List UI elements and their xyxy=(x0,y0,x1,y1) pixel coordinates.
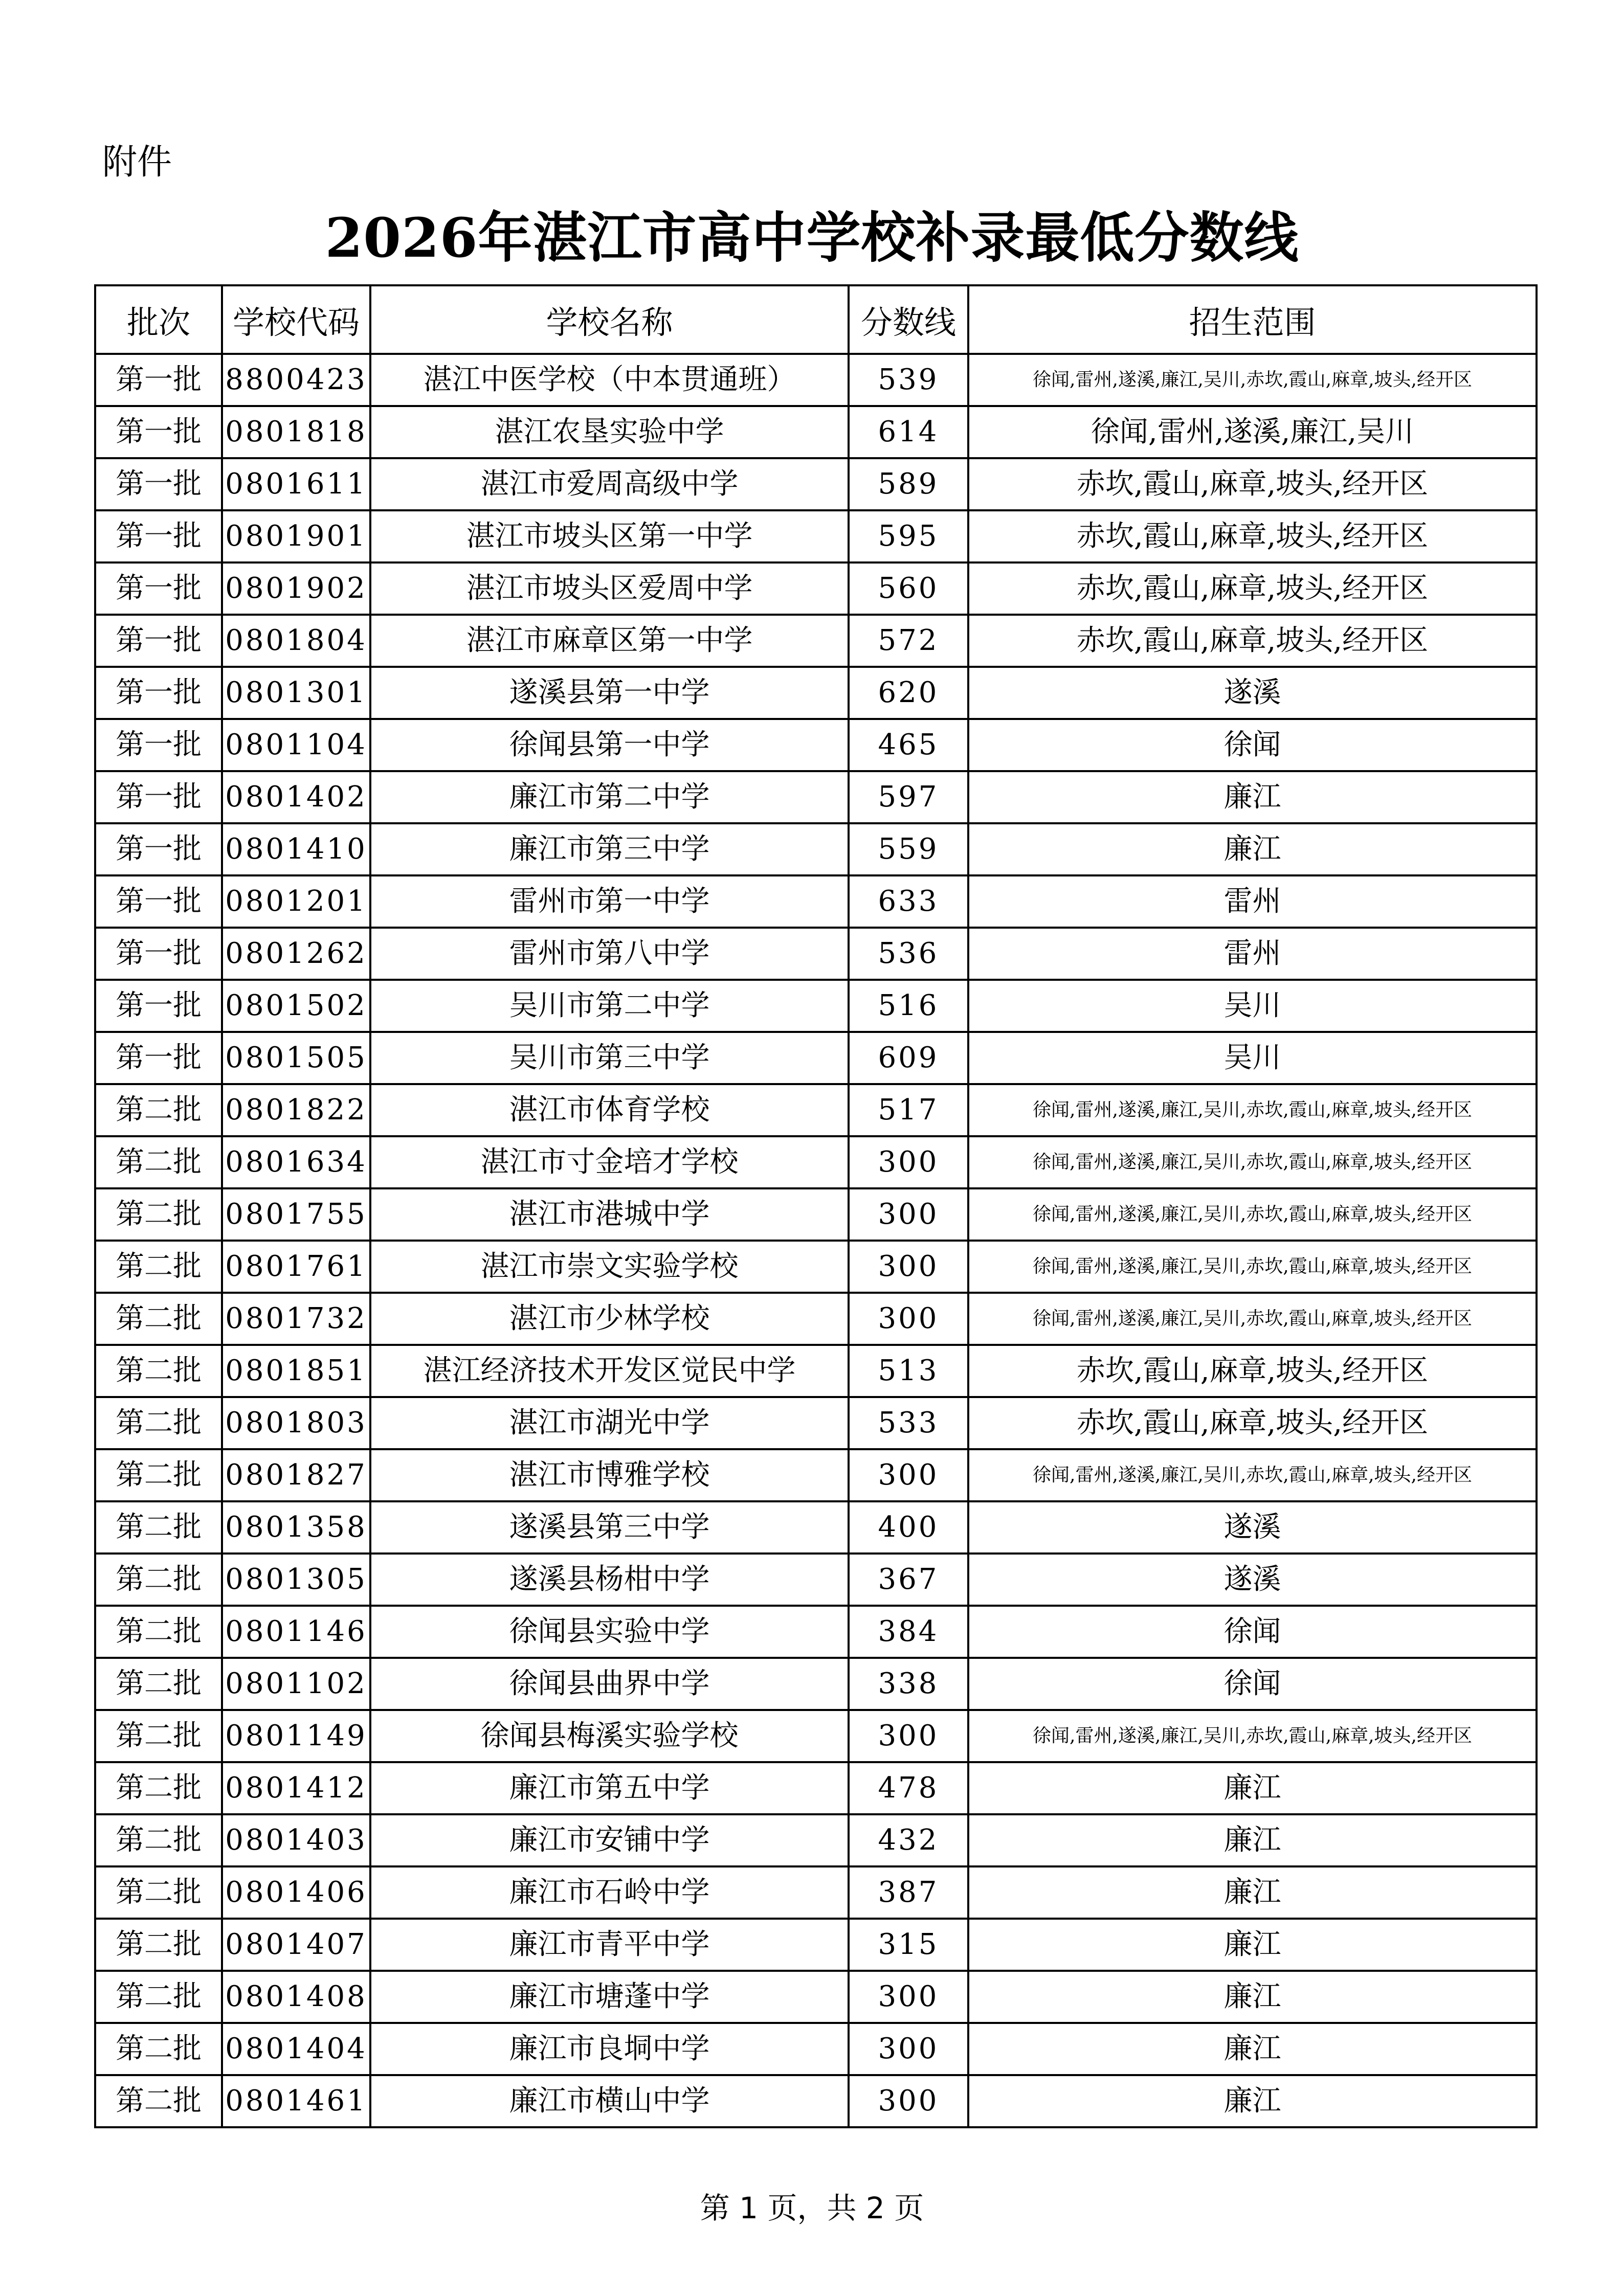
enrollment-range-cell: 廉江 xyxy=(968,823,1537,875)
batch-cell: 第一批 xyxy=(95,458,222,510)
school-code-cell: 0801406 xyxy=(222,1866,370,1919)
batch-cell: 第一批 xyxy=(95,928,222,980)
school-name-cell: 廉江市安铺中学 xyxy=(370,1814,849,1866)
school-name-cell: 遂溪县第一中学 xyxy=(370,667,849,719)
school-code-cell: 0801149 xyxy=(222,1710,370,1762)
enrollment-range-cell: 吴川 xyxy=(968,980,1537,1032)
school-name-cell: 遂溪县第三中学 xyxy=(370,1501,849,1554)
score-cell: 300 xyxy=(849,2023,968,2075)
table-row xyxy=(95,771,1537,823)
table-row xyxy=(95,1345,1537,1397)
school-name-cell: 雷州市第八中学 xyxy=(370,928,849,980)
table-row xyxy=(95,458,1537,510)
enrollment-range-cell: 遂溪 xyxy=(968,1501,1537,1554)
enrollment-range-cell: 赤坎,霞山,麻章,坡头,经开区 xyxy=(968,1345,1537,1397)
school-code-cell: 0801201 xyxy=(222,875,370,928)
score-cell: 572 xyxy=(849,615,968,667)
school-name-cell: 湛江市少林学校 xyxy=(370,1293,849,1345)
table-row xyxy=(95,1658,1537,1710)
table-row xyxy=(95,1971,1537,2023)
school-code-cell: 0801851 xyxy=(222,1345,370,1397)
score-cell: 560 xyxy=(849,562,968,615)
batch-cell: 第一批 xyxy=(95,771,222,823)
school-code-cell: 0801901 xyxy=(222,510,370,562)
enrollment-range-cell: 赤坎,霞山,麻章,坡头,经开区 xyxy=(968,458,1537,510)
score-cell: 559 xyxy=(849,823,968,875)
enrollment-range-cell: 徐闻,雷州,遂溪,廉江,吴川,赤坎,霞山,麻章,坡头,经开区 xyxy=(968,1136,1537,1188)
batch-cell: 第一批 xyxy=(95,1032,222,1084)
enrollment-range-cell: 遂溪 xyxy=(968,667,1537,719)
school-name-cell: 廉江市良垌中学 xyxy=(370,2023,849,2075)
score-cell: 387 xyxy=(849,1866,968,1919)
school-code-cell: 0801408 xyxy=(222,1971,370,2023)
enrollment-range-cell: 徐闻,雷州,遂溪,廉江,吴川 xyxy=(968,406,1537,458)
school-code-cell: 0801146 xyxy=(222,1606,370,1658)
school-name-cell: 湛江经济技术开发区觉民中学 xyxy=(370,1345,849,1397)
enrollment-range-cell: 赤坎,霞山,麻章,坡头,经开区 xyxy=(968,615,1537,667)
school-code-cell: 0801761 xyxy=(222,1241,370,1293)
school-name-cell: 湛江农垦实验中学 xyxy=(370,406,849,458)
enrollment-range-cell: 徐闻,雷州,遂溪,廉江,吴川,赤坎,霞山,麻章,坡头,经开区 xyxy=(968,1188,1537,1241)
batch-cell: 第二批 xyxy=(95,1345,222,1397)
school-code-cell: 0801803 xyxy=(222,1397,370,1449)
batch-cell: 第二批 xyxy=(95,1084,222,1136)
school-code-cell: 0801402 xyxy=(222,771,370,823)
header-batch: 批次 xyxy=(95,285,222,354)
school-name-cell: 湛江市爱周高级中学 xyxy=(370,458,849,510)
school-name-cell: 湛江市湖光中学 xyxy=(370,1397,849,1449)
enrollment-range-cell: 廉江 xyxy=(968,1919,1537,1971)
school-name-cell: 湛江市体育学校 xyxy=(370,1084,849,1136)
batch-cell: 第二批 xyxy=(95,1188,222,1241)
enrollment-range-cell: 廉江 xyxy=(968,1762,1537,1814)
enrollment-range-cell: 雷州 xyxy=(968,875,1537,928)
enrollment-range-cell: 赤坎,霞山,麻章,坡头,经开区 xyxy=(968,510,1537,562)
table-row xyxy=(95,1866,1537,1919)
table-row xyxy=(95,719,1537,771)
score-cell: 300 xyxy=(849,1293,968,1345)
header-score: 分数线 xyxy=(849,285,968,354)
batch-cell: 第一批 xyxy=(95,354,222,406)
enrollment-range-cell: 赤坎,霞山,麻章,坡头,经开区 xyxy=(968,562,1537,615)
score-cell: 400 xyxy=(849,1501,968,1554)
table-row xyxy=(95,980,1537,1032)
enrollment-range-cell: 徐闻,雷州,遂溪,廉江,吴川,赤坎,霞山,麻章,坡头,经开区 xyxy=(968,1710,1537,1762)
header-school-name: 学校名称 xyxy=(370,285,849,354)
score-table xyxy=(94,284,1538,2128)
table-row xyxy=(95,875,1537,928)
batch-cell: 第二批 xyxy=(95,1919,222,1971)
table-row xyxy=(95,1606,1537,1658)
page-footer: 第 1 页，共 2 页 xyxy=(700,2191,924,2225)
school-name-cell: 湛江市坡头区爱周中学 xyxy=(370,562,849,615)
batch-cell: 第二批 xyxy=(95,1814,222,1866)
enrollment-range-cell: 徐闻 xyxy=(968,719,1537,771)
score-cell: 633 xyxy=(849,875,968,928)
score-cell: 300 xyxy=(849,1136,968,1188)
score-cell: 300 xyxy=(849,1971,968,2023)
school-code-cell: 0801301 xyxy=(222,667,370,719)
enrollment-range-cell: 廉江 xyxy=(968,771,1537,823)
score-cell: 517 xyxy=(849,1084,968,1136)
batch-cell: 第一批 xyxy=(95,615,222,667)
table-row xyxy=(95,2075,1537,2127)
score-cell: 367 xyxy=(849,1554,968,1606)
table-row xyxy=(95,1293,1537,1345)
table-row xyxy=(95,406,1537,458)
school-code-cell: 0801461 xyxy=(222,2075,370,2127)
batch-cell: 第二批 xyxy=(95,1762,222,1814)
school-name-cell: 遂溪县杨柑中学 xyxy=(370,1554,849,1606)
school-code-cell: 0801822 xyxy=(222,1084,370,1136)
enrollment-range-cell: 徐闻 xyxy=(968,1658,1537,1710)
attachment-label: 附件 xyxy=(102,142,172,183)
enrollment-range-cell: 赤坎,霞山,麻章,坡头,经开区 xyxy=(968,1397,1537,1449)
school-name-cell: 湛江中医学校（中本贯通班） xyxy=(370,354,849,406)
school-name-cell: 廉江市横山中学 xyxy=(370,2075,849,2127)
table-row xyxy=(95,615,1537,667)
score-cell: 432 xyxy=(849,1814,968,1866)
header-row xyxy=(95,285,1537,354)
school-name-cell: 徐闻县第一中学 xyxy=(370,719,849,771)
table-row xyxy=(95,1188,1537,1241)
table-row xyxy=(95,1449,1537,1501)
batch-cell: 第一批 xyxy=(95,667,222,719)
school-code-cell: 0801902 xyxy=(222,562,370,615)
batch-cell: 第二批 xyxy=(95,2023,222,2075)
enrollment-range-cell: 遂溪 xyxy=(968,1554,1537,1606)
school-code-cell: 0801410 xyxy=(222,823,370,875)
school-code-cell: 0801611 xyxy=(222,458,370,510)
batch-cell: 第一批 xyxy=(95,562,222,615)
score-cell: 597 xyxy=(849,771,968,823)
table-row xyxy=(95,1814,1537,1866)
school-code-cell: 0801818 xyxy=(222,406,370,458)
score-cell: 620 xyxy=(849,667,968,719)
score-cell: 300 xyxy=(849,1710,968,1762)
school-name-cell: 廉江市第二中学 xyxy=(370,771,849,823)
school-name-cell: 徐闻县梅溪实验学校 xyxy=(370,1710,849,1762)
batch-cell: 第二批 xyxy=(95,1710,222,1762)
score-cell: 536 xyxy=(849,928,968,980)
school-code-cell: 0801634 xyxy=(222,1136,370,1188)
enrollment-range-cell: 吴川 xyxy=(968,1032,1537,1084)
batch-cell: 第一批 xyxy=(95,406,222,458)
batch-cell: 第二批 xyxy=(95,1397,222,1449)
score-cell: 539 xyxy=(849,354,968,406)
enrollment-range-cell: 雷州 xyxy=(968,928,1537,980)
enrollment-range-cell: 廉江 xyxy=(968,1814,1537,1866)
batch-cell: 第二批 xyxy=(95,1606,222,1658)
batch-cell: 第二批 xyxy=(95,1971,222,2023)
school-name-cell: 廉江市第五中学 xyxy=(370,1762,849,1814)
score-cell: 516 xyxy=(849,980,968,1032)
school-code-cell: 0801502 xyxy=(222,980,370,1032)
batch-cell: 第二批 xyxy=(95,1554,222,1606)
header-enrollment-range: 招生范围 xyxy=(968,285,1537,354)
batch-cell: 第二批 xyxy=(95,1293,222,1345)
score-cell: 533 xyxy=(849,1397,968,1449)
page-title: 2026年湛江市高中学校补录最低分数线 xyxy=(325,206,1299,269)
school-name-cell: 湛江市博雅学校 xyxy=(370,1449,849,1501)
table-row xyxy=(95,823,1537,875)
school-code-cell: 0801412 xyxy=(222,1762,370,1814)
table-row xyxy=(95,354,1537,406)
school-name-cell: 徐闻县实验中学 xyxy=(370,1606,849,1658)
batch-cell: 第二批 xyxy=(95,1866,222,1919)
enrollment-range-cell: 廉江 xyxy=(968,1866,1537,1919)
table-row xyxy=(95,510,1537,562)
table-row xyxy=(95,667,1537,719)
school-code-cell: 0801404 xyxy=(222,2023,370,2075)
school-name-cell: 徐闻县曲界中学 xyxy=(370,1658,849,1710)
school-name-cell: 吴川市第二中学 xyxy=(370,980,849,1032)
school-name-cell: 湛江市麻章区第一中学 xyxy=(370,615,849,667)
score-cell: 384 xyxy=(849,1606,968,1658)
school-name-cell: 廉江市青平中学 xyxy=(370,1919,849,1971)
enrollment-range-cell: 廉江 xyxy=(968,2075,1537,2127)
table-row xyxy=(95,1136,1537,1188)
school-code-cell: 0801305 xyxy=(222,1554,370,1606)
batch-cell: 第二批 xyxy=(95,1136,222,1188)
school-code-cell: 0801358 xyxy=(222,1501,370,1554)
batch-cell: 第一批 xyxy=(95,980,222,1032)
school-name-cell: 雷州市第一中学 xyxy=(370,875,849,928)
score-cell: 300 xyxy=(849,2075,968,2127)
enrollment-range-cell: 徐闻,雷州,遂溪,廉江,吴川,赤坎,霞山,麻章,坡头,经开区 xyxy=(968,1449,1537,1501)
score-cell: 609 xyxy=(849,1032,968,1084)
score-cell: 315 xyxy=(849,1919,968,1971)
table-body xyxy=(95,354,1537,2127)
table-row xyxy=(95,1241,1537,1293)
school-code-cell: 0801755 xyxy=(222,1188,370,1241)
table-row xyxy=(95,1919,1537,1971)
table-row xyxy=(95,1032,1537,1084)
score-cell: 300 xyxy=(849,1241,968,1293)
school-name-cell: 湛江市港城中学 xyxy=(370,1188,849,1241)
table-header xyxy=(95,285,1537,354)
school-code-cell: 0801804 xyxy=(222,615,370,667)
enrollment-range-cell: 徐闻,雷州,遂溪,廉江,吴川,赤坎,霞山,麻章,坡头,经开区 xyxy=(968,1241,1537,1293)
school-code-cell: 0801262 xyxy=(222,928,370,980)
score-cell: 338 xyxy=(849,1658,968,1710)
score-cell: 589 xyxy=(849,458,968,510)
batch-cell: 第二批 xyxy=(95,1241,222,1293)
score-cell: 478 xyxy=(849,1762,968,1814)
table-row xyxy=(95,1710,1537,1762)
score-cell: 300 xyxy=(849,1449,968,1501)
school-code-cell: 0801102 xyxy=(222,1658,370,1710)
school-name-cell: 湛江市坡头区第一中学 xyxy=(370,510,849,562)
school-code-cell: 0801104 xyxy=(222,719,370,771)
school-code-cell: 0801827 xyxy=(222,1449,370,1501)
table-row xyxy=(95,1084,1537,1136)
school-name-cell: 湛江市崇文实验学校 xyxy=(370,1241,849,1293)
header-school-code: 学校代码 xyxy=(222,285,370,354)
school-name-cell: 吴川市第三中学 xyxy=(370,1032,849,1084)
school-code-cell: 0801407 xyxy=(222,1919,370,1971)
score-cell: 513 xyxy=(849,1345,968,1397)
score-cell: 300 xyxy=(849,1188,968,1241)
table-row xyxy=(95,1554,1537,1606)
enrollment-range-cell: 徐闻,雷州,遂溪,廉江,吴川,赤坎,霞山,麻章,坡头,经开区 xyxy=(968,1084,1537,1136)
school-code-cell: 8800423 xyxy=(222,354,370,406)
table-row xyxy=(95,562,1537,615)
enrollment-range-cell: 廉江 xyxy=(968,2023,1537,2075)
school-name-cell: 廉江市石岭中学 xyxy=(370,1866,849,1919)
school-name-cell: 廉江市塘蓬中学 xyxy=(370,1971,849,2023)
school-code-cell: 0801732 xyxy=(222,1293,370,1345)
batch-cell: 第二批 xyxy=(95,2075,222,2127)
school-code-cell: 0801403 xyxy=(222,1814,370,1866)
batch-cell: 第二批 xyxy=(95,1658,222,1710)
enrollment-range-cell: 徐闻 xyxy=(968,1606,1537,1658)
score-cell: 614 xyxy=(849,406,968,458)
batch-cell: 第二批 xyxy=(95,1501,222,1554)
batch-cell: 第一批 xyxy=(95,510,222,562)
enrollment-range-cell: 廉江 xyxy=(968,1971,1537,2023)
table-row xyxy=(95,2023,1537,2075)
table-row xyxy=(95,1762,1537,1814)
enrollment-range-cell: 徐闻,雷州,遂溪,廉江,吴川,赤坎,霞山,麻章,坡头,经开区 xyxy=(968,354,1537,406)
score-cell: 595 xyxy=(849,510,968,562)
school-code-cell: 0801505 xyxy=(222,1032,370,1084)
school-name-cell: 湛江市寸金培才学校 xyxy=(370,1136,849,1188)
batch-cell: 第一批 xyxy=(95,875,222,928)
score-cell: 465 xyxy=(849,719,968,771)
table-row xyxy=(95,1501,1537,1554)
table-row xyxy=(95,928,1537,980)
table-row xyxy=(95,1397,1537,1449)
enrollment-range-cell: 徐闻,雷州,遂溪,廉江,吴川,赤坎,霞山,麻章,坡头,经开区 xyxy=(968,1293,1537,1345)
batch-cell: 第一批 xyxy=(95,823,222,875)
batch-cell: 第一批 xyxy=(95,719,222,771)
batch-cell: 第二批 xyxy=(95,1449,222,1501)
school-name-cell: 廉江市第三中学 xyxy=(370,823,849,875)
